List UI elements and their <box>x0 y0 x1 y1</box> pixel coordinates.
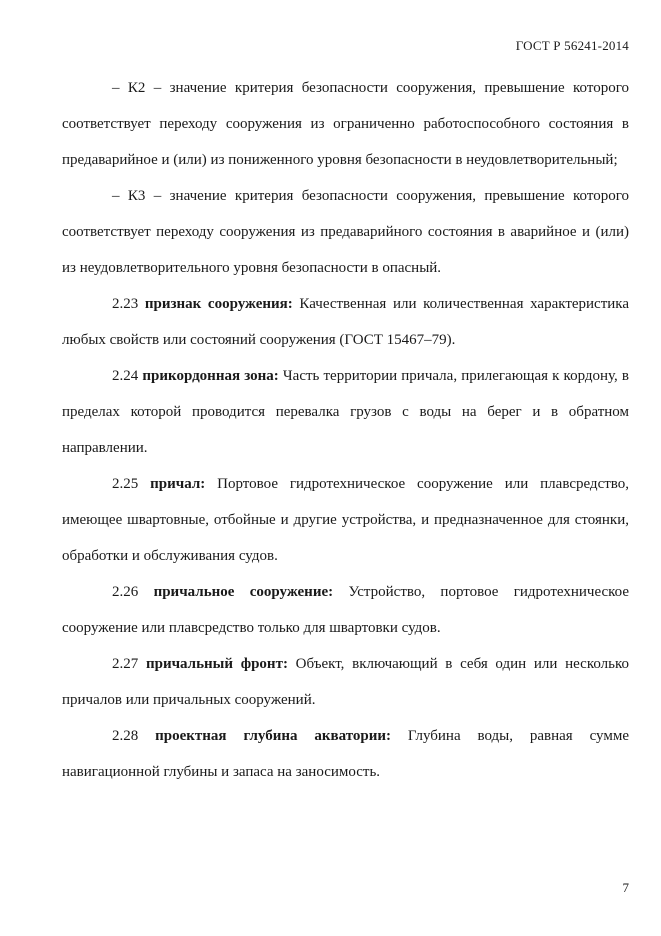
definition-k3 <box>62 178 629 286</box>
clause-number: 2.25 <box>112 476 139 492</box>
clause-term: признак сооружения: <box>144 296 293 312</box>
document-id: ГОСТ Р 56241-2014 <box>515 38 629 53</box>
clause-term: причал: <box>150 476 206 492</box>
clause-text: Качественная или количественная характеристика любых свойств или состояний сооружения (ГОСТ 15467–79). <box>62 296 630 348</box>
clause-text: Глубина воды, равная сумме навигационной глубины и запаса на заносимость. <box>62 728 629 780</box>
item-lead: – К3 – <box>112 188 170 204</box>
item-lead: – К2 – <box>112 80 170 96</box>
clause-term: причальное сооружение: <box>153 584 334 600</box>
clause-text: Портовое гидротехническое сооружение или плавсредство, имеющее швартовные, отбойные и другие устройства, и предназначенное для стоянки, обработки и обслуживания судов. <box>62 476 630 564</box>
page-number: 7 <box>622 880 629 895</box>
clause-number: 2.24 <box>112 368 139 384</box>
clause-term: прикордонная зона: <box>142 368 279 384</box>
clause-2-23 <box>62 286 629 358</box>
clause-2-28 <box>62 718 629 790</box>
clause-term: проектная глубина акватории: <box>155 728 392 744</box>
clause-text: Объект, включающий в себя один или несколько причалов или причальных сооружений. <box>62 656 630 708</box>
clause-text: Устройство, портовое гидротехническое сооружение или плавсредство только для швартовки судов. <box>62 584 630 636</box>
clause-number: 2.27 <box>112 656 139 672</box>
item-text: значение критерия безопасности сооружения, превышение которого соответствует переходу сооружения из предаварийного состояния в аварийное и (или) из неудовлетворительного уровня безопасности в опасный. <box>62 188 629 276</box>
clause-2-25 <box>62 466 629 574</box>
definition-k2 <box>62 70 629 178</box>
clause-2-27 <box>62 646 629 718</box>
clause-2-26 <box>62 574 629 646</box>
clause-term: причальный фронт: <box>145 656 288 672</box>
clause-number: 2.23 <box>112 296 139 312</box>
item-text: значение критерия безопасности сооружения, превышение которого соответствует переходу сооружения из ограниченно работоспособного состояния в предаварийное и (или) из пониженного уровня безопасности в неудовлетворительный; <box>62 80 629 168</box>
document-body <box>62 70 629 790</box>
clause-text: Часть территории причала, прилегающая к кордону, в пределах которой проводится перевалка грузов с воды на берег и в обратном направлении. <box>62 368 629 456</box>
clause-2-24 <box>62 358 629 466</box>
clause-number: 2.26 <box>112 584 139 600</box>
clause-number: 2.28 <box>112 728 139 744</box>
